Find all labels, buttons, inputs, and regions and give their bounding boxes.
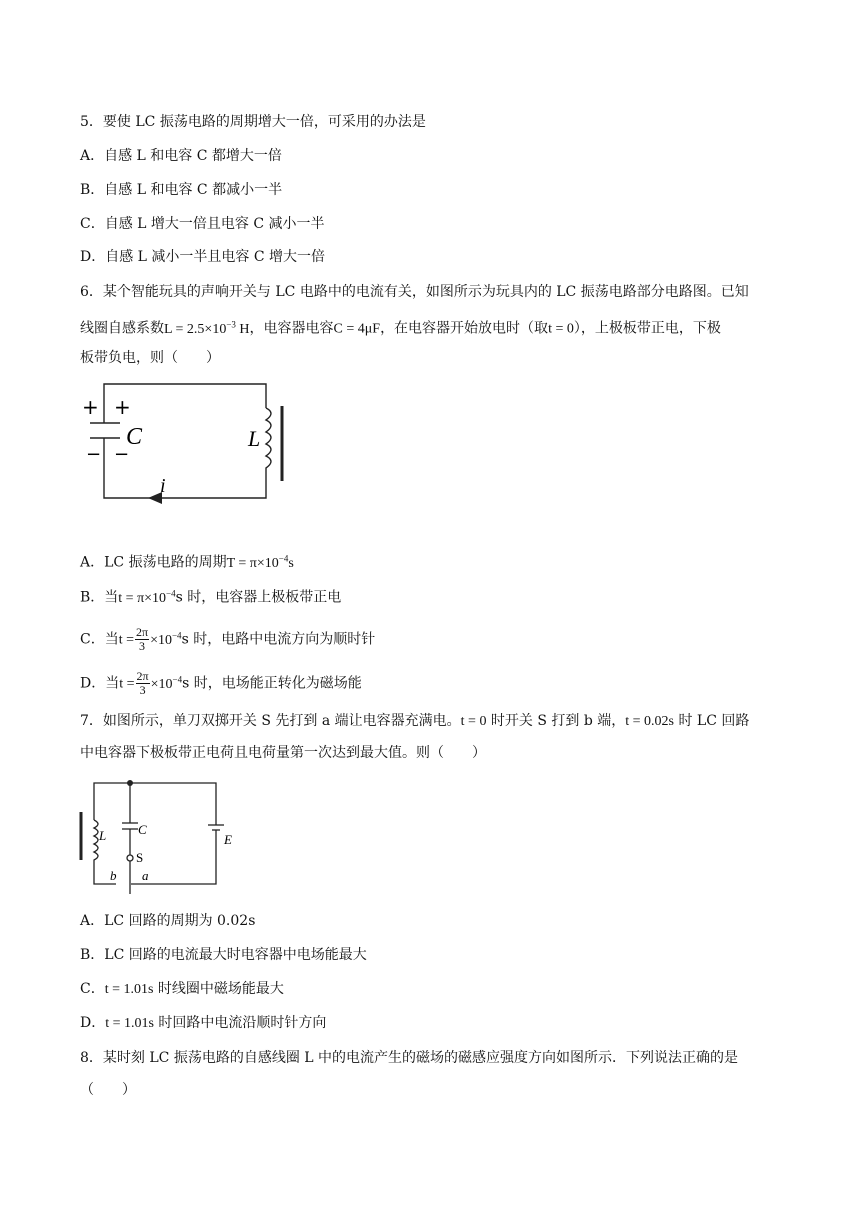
q7-inductor-label: L bbox=[99, 828, 107, 843]
q7-junction-dot bbox=[127, 780, 133, 786]
q6-option-b: B．当$t = \pi\times 10^{-4}s$ 时，电容器上极板带正电 bbox=[80, 588, 342, 606]
q6-current-label: i bbox=[160, 475, 166, 497]
q7-terminal-a-label: a bbox=[142, 868, 149, 883]
q6-option-c: C．当t = $\frac{2\pi}{3}$ $\times 10^{-4}s$ 时，电路中电流方向为顺时针 bbox=[80, 625, 376, 654]
q6-plus-sign: + bbox=[114, 395, 131, 419]
q6-option-d: D．当t = $\frac{2\pi}{3}$ $\times 10^{-4}s$ 时，电场能正转化为磁场能 bbox=[80, 669, 362, 698]
q5-stem: 5．要使 LC 振荡电路的周期增大一倍，可采用的办法是 bbox=[80, 114, 426, 130]
q6-inductor-label: L bbox=[248, 426, 261, 451]
q6-plus-sign: + bbox=[82, 395, 99, 419]
q7-option-d: D．t = 1.01s 时回路中电流沿顺时针方向 bbox=[80, 1015, 327, 1031]
q7-option-c: C．t = 1.01s 时线圈中磁场能最大 bbox=[80, 981, 284, 997]
q6-stem-line1: 6．某个智能玩具的声响开关与 LC 电路中的电流有关，如图所示为玩具内的 LC 振荡电路部分电路图。已知 bbox=[80, 284, 749, 300]
q5-option-d: D．自感 L 减小一半且电容 C 增大一倍 bbox=[80, 249, 326, 265]
q7-stem-line1: 7．如图所示，单刀双掷开关 S 先打到 a 端让电容器充满电。t = 0 时开关 S 打到 b 端，t = 0.02s 时 LC 回路 bbox=[80, 713, 750, 729]
q6-minus-sign: − bbox=[114, 444, 130, 465]
q6-stem-line2: 线圈自感系数$L = 2.5\times 10^{-3}$ H，电容器电容C = 4μF，在电容器开始放电时（取t = 0），上极板带正电，下极 bbox=[80, 319, 721, 337]
q5-option-a: A．自感 L 和电容 C 都增大一倍 bbox=[80, 148, 282, 164]
q7-terminal-b-label: b bbox=[110, 868, 117, 883]
q7-option-b: B．LC 回路的电流最大时电容器中电场能最大 bbox=[80, 947, 367, 963]
q7-stem-line2: 中电容器下极板带正电荷且电荷量第一次达到最大值。则（ ） bbox=[80, 745, 486, 761]
q8-stem-line2: （ ） bbox=[80, 1082, 136, 1098]
q5-option-c: C．自感 L 增大一倍且电容 C 减小一半 bbox=[80, 216, 325, 232]
q7-circuit-diagram bbox=[74, 750, 254, 895]
q6-stem-line3: 板带负电，则（ ） bbox=[80, 350, 220, 366]
q7-switch-label: S bbox=[136, 850, 144, 865]
q7-capacitor-label: C bbox=[138, 822, 147, 837]
q8-stem-line1: 8．某时刻 LC 振荡电路的自感线圈 L 中的电流产生的磁场的磁感应强度方向如图所示．下列说法正确的是 bbox=[80, 1050, 739, 1066]
q6-capacitor-label: C bbox=[126, 424, 143, 450]
q6-option-a: A．LC 振荡电路的周期$T = \pi\times 10^{-4}s$ bbox=[80, 553, 294, 571]
q6-minus-sign: − bbox=[86, 444, 102, 465]
q5-option-b: B．自感 L 和电容 C 都减小一半 bbox=[80, 182, 283, 198]
q7-emf-label: E bbox=[224, 832, 232, 847]
q7-option-a: A．LC 回路的周期为 0.02s bbox=[80, 913, 256, 929]
q6-lc-circuit-diagram bbox=[78, 378, 298, 508]
